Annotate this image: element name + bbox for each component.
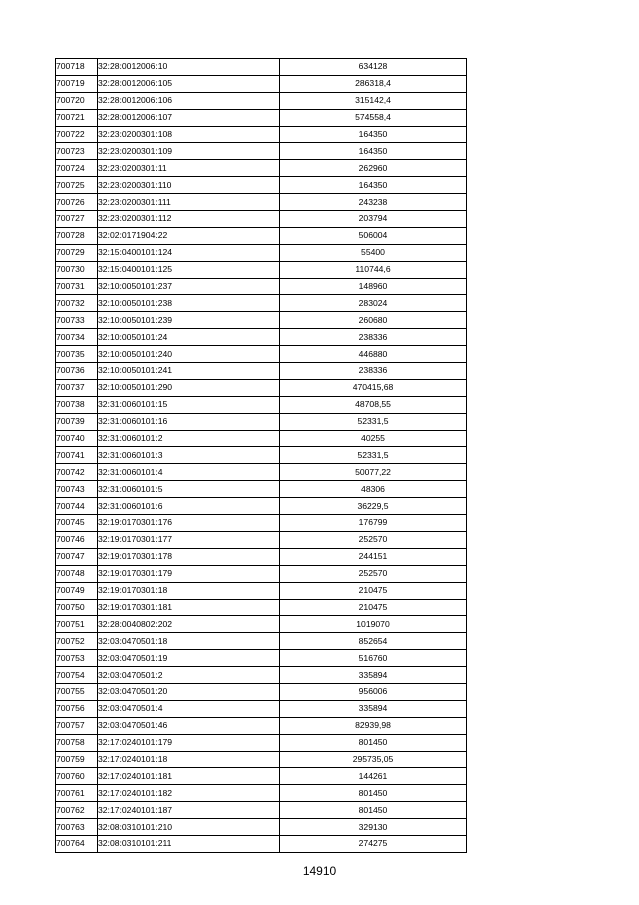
row-id-cell: 700763 bbox=[56, 819, 98, 836]
row-id-cell: 700758 bbox=[56, 734, 98, 751]
value-cell: 36229,5 bbox=[280, 498, 467, 515]
table-row bbox=[56, 616, 467, 633]
cadastral-number-cell: 32:15:0400101:124 bbox=[98, 244, 280, 261]
row-id-cell: 700743 bbox=[56, 481, 98, 498]
table-row bbox=[56, 531, 467, 548]
value-cell: 634128 bbox=[280, 59, 467, 76]
row-id-cell: 700749 bbox=[56, 582, 98, 599]
cadastral-number-cell: 32:31:0060101:16 bbox=[98, 413, 280, 430]
cadastral-number-cell: 32:28:0040802:202 bbox=[98, 616, 280, 633]
value-cell: 801450 bbox=[280, 802, 467, 819]
value-cell: 329130 bbox=[280, 819, 467, 836]
table-row bbox=[56, 363, 467, 380]
value-cell: 203794 bbox=[280, 211, 467, 228]
table-row bbox=[56, 194, 467, 211]
table-row bbox=[56, 346, 467, 363]
value-cell: 164350 bbox=[280, 177, 467, 194]
value-cell: 1019070 bbox=[280, 616, 467, 633]
table-row bbox=[56, 177, 467, 194]
row-id-cell: 700722 bbox=[56, 126, 98, 143]
value-cell: 252570 bbox=[280, 531, 467, 548]
table-row bbox=[56, 75, 467, 92]
row-id-cell: 700741 bbox=[56, 447, 98, 464]
value-cell: 260680 bbox=[280, 312, 467, 329]
row-id-cell: 700742 bbox=[56, 464, 98, 481]
row-id-cell: 700726 bbox=[56, 194, 98, 211]
table-row bbox=[56, 464, 467, 481]
cadastral-number-cell: 32:23:0200301:11 bbox=[98, 160, 280, 177]
table-row bbox=[56, 768, 467, 785]
value-cell: 295735,05 bbox=[280, 751, 467, 768]
row-id-cell: 700761 bbox=[56, 785, 98, 802]
row-id-cell: 700748 bbox=[56, 565, 98, 582]
value-cell: 852654 bbox=[280, 633, 467, 650]
cadastral-number-cell: 32:08:0310101:210 bbox=[98, 819, 280, 836]
row-id-cell: 700721 bbox=[56, 109, 98, 126]
value-cell: 210475 bbox=[280, 599, 467, 616]
cadastral-number-cell: 32:31:0060101:4 bbox=[98, 464, 280, 481]
table-row bbox=[56, 244, 467, 261]
table-row bbox=[56, 650, 467, 667]
cadastral-number-cell: 32:17:0240101:187 bbox=[98, 802, 280, 819]
cadastral-number-cell: 32:03:0470501:4 bbox=[98, 700, 280, 717]
table-row bbox=[56, 143, 467, 160]
cadastral-number-cell: 32:17:0240101:182 bbox=[98, 785, 280, 802]
row-id-cell: 700725 bbox=[56, 177, 98, 194]
table-row bbox=[56, 515, 467, 532]
row-id-cell: 700755 bbox=[56, 683, 98, 700]
table-row bbox=[56, 59, 467, 76]
table-row bbox=[56, 261, 467, 278]
row-id-cell: 700745 bbox=[56, 515, 98, 532]
row-id-cell: 700750 bbox=[56, 599, 98, 616]
cadastral-number-cell: 32:28:0012006:105 bbox=[98, 75, 280, 92]
value-cell: 52331,5 bbox=[280, 447, 467, 464]
table-row bbox=[56, 667, 467, 684]
cadastral-number-cell: 32:17:0240101:181 bbox=[98, 768, 280, 785]
cadastral-number-cell: 32:23:0200301:109 bbox=[98, 143, 280, 160]
page-number: 14910 bbox=[302, 864, 337, 878]
row-id-cell: 700756 bbox=[56, 700, 98, 717]
table-row bbox=[56, 582, 467, 599]
row-id-cell: 700727 bbox=[56, 211, 98, 228]
cadastral-number-cell: 32:28:0012006:106 bbox=[98, 92, 280, 109]
cadastral-number-cell: 32:23:0200301:108 bbox=[98, 126, 280, 143]
value-cell: 801450 bbox=[280, 734, 467, 751]
table-row bbox=[56, 683, 467, 700]
value-cell: 262960 bbox=[280, 160, 467, 177]
row-id-cell: 700744 bbox=[56, 498, 98, 515]
value-cell: 144261 bbox=[280, 768, 467, 785]
row-id-cell: 700719 bbox=[56, 75, 98, 92]
value-cell: 506004 bbox=[280, 227, 467, 244]
value-cell: 470415,68 bbox=[280, 379, 467, 396]
row-id-cell: 700734 bbox=[56, 329, 98, 346]
table-row bbox=[56, 447, 467, 464]
row-id-cell: 700731 bbox=[56, 278, 98, 295]
cadastral-number-cell: 32:31:0060101:5 bbox=[98, 481, 280, 498]
value-cell: 274275 bbox=[280, 835, 467, 852]
value-cell: 243238 bbox=[280, 194, 467, 211]
cadastral-number-cell: 32:23:0200301:110 bbox=[98, 177, 280, 194]
row-id-cell: 700735 bbox=[56, 346, 98, 363]
row-id-cell: 700759 bbox=[56, 751, 98, 768]
table-body bbox=[56, 59, 467, 853]
cadastral-number-cell: 32:10:0050101:241 bbox=[98, 363, 280, 380]
value-cell: 52331,5 bbox=[280, 413, 467, 430]
table-row bbox=[56, 717, 467, 734]
cadastral-number-cell: 32:23:0200301:112 bbox=[98, 211, 280, 228]
value-cell: 446880 bbox=[280, 346, 467, 363]
row-id-cell: 700764 bbox=[56, 835, 98, 852]
value-cell: 55400 bbox=[280, 244, 467, 261]
cadastral-number-cell: 32:15:0400101:125 bbox=[98, 261, 280, 278]
cadastral-number-cell: 32:02:0171904:22 bbox=[98, 227, 280, 244]
row-id-cell: 700738 bbox=[56, 396, 98, 413]
row-id-cell: 700720 bbox=[56, 92, 98, 109]
row-id-cell: 700740 bbox=[56, 430, 98, 447]
table-row bbox=[56, 430, 467, 447]
row-id-cell: 700730 bbox=[56, 261, 98, 278]
row-id-cell: 700751 bbox=[56, 616, 98, 633]
table-row bbox=[56, 160, 467, 177]
row-id-cell: 700724 bbox=[56, 160, 98, 177]
table-row bbox=[56, 498, 467, 515]
table-row bbox=[56, 396, 467, 413]
row-id-cell: 700718 bbox=[56, 59, 98, 76]
cadastral-number-cell: 32:03:0470501:19 bbox=[98, 650, 280, 667]
table-row bbox=[56, 734, 467, 751]
cadastral-number-cell: 32:19:0170301:178 bbox=[98, 548, 280, 565]
cadastral-number-cell: 32:10:0050101:290 bbox=[98, 379, 280, 396]
value-cell: 244151 bbox=[280, 548, 467, 565]
table-row bbox=[56, 109, 467, 126]
row-id-cell: 700736 bbox=[56, 363, 98, 380]
table-row bbox=[56, 481, 467, 498]
value-cell: 164350 bbox=[280, 126, 467, 143]
row-id-cell: 700757 bbox=[56, 717, 98, 734]
row-id-cell: 700746 bbox=[56, 531, 98, 548]
cadastral-number-cell: 32:19:0170301:176 bbox=[98, 515, 280, 532]
cadastral-number-cell: 32:28:0012006:107 bbox=[98, 109, 280, 126]
value-cell: 315142,4 bbox=[280, 92, 467, 109]
value-cell: 48708,55 bbox=[280, 396, 467, 413]
cadastral-number-cell: 32:19:0170301:181 bbox=[98, 599, 280, 616]
value-cell: 82939,98 bbox=[280, 717, 467, 734]
table-row bbox=[56, 835, 467, 852]
value-cell: 574558,4 bbox=[280, 109, 467, 126]
table-row bbox=[56, 92, 467, 109]
cadastral-number-cell: 32:03:0470501:46 bbox=[98, 717, 280, 734]
cadastral-number-cell: 32:19:0170301:18 bbox=[98, 582, 280, 599]
cadastral-number-cell: 32:03:0470501:18 bbox=[98, 633, 280, 650]
value-cell: 801450 bbox=[280, 785, 467, 802]
table-row bbox=[56, 802, 467, 819]
table-row bbox=[56, 819, 467, 836]
cadastral-number-cell: 32:03:0470501:20 bbox=[98, 683, 280, 700]
row-id-cell: 700752 bbox=[56, 633, 98, 650]
value-cell: 335894 bbox=[280, 667, 467, 684]
value-cell: 956006 bbox=[280, 683, 467, 700]
table-row bbox=[56, 312, 467, 329]
table-row bbox=[56, 548, 467, 565]
cadastral-number-cell: 32:10:0050101:238 bbox=[98, 295, 280, 312]
table-row bbox=[56, 785, 467, 802]
cadastral-number-cell: 32:10:0050101:237 bbox=[98, 278, 280, 295]
cadastral-number-cell: 32:28:0012006:10 bbox=[98, 59, 280, 76]
row-id-cell: 700729 bbox=[56, 244, 98, 261]
value-cell: 176799 bbox=[280, 515, 467, 532]
row-id-cell: 700760 bbox=[56, 768, 98, 785]
cadastral-number-cell: 32:31:0060101:15 bbox=[98, 396, 280, 413]
table-row bbox=[56, 700, 467, 717]
cadastral-number-cell: 32:23:0200301:111 bbox=[98, 194, 280, 211]
row-id-cell: 700762 bbox=[56, 802, 98, 819]
cadastral-number-cell: 32:31:0060101:3 bbox=[98, 447, 280, 464]
row-id-cell: 700728 bbox=[56, 227, 98, 244]
row-id-cell: 700739 bbox=[56, 413, 98, 430]
cadastral-number-cell: 32:19:0170301:179 bbox=[98, 565, 280, 582]
row-id-cell: 700747 bbox=[56, 548, 98, 565]
cadastral-number-cell: 32:03:0470501:2 bbox=[98, 667, 280, 684]
cadastral-number-cell: 32:10:0050101:239 bbox=[98, 312, 280, 329]
value-cell: 238336 bbox=[280, 329, 467, 346]
table-row bbox=[56, 278, 467, 295]
cadastral-number-cell: 32:17:0240101:179 bbox=[98, 734, 280, 751]
value-cell: 210475 bbox=[280, 582, 467, 599]
table-row bbox=[56, 329, 467, 346]
table-row bbox=[56, 633, 467, 650]
table-row bbox=[56, 126, 467, 143]
value-cell: 148960 bbox=[280, 278, 467, 295]
table-row bbox=[56, 751, 467, 768]
table-row bbox=[56, 565, 467, 582]
row-id-cell: 700754 bbox=[56, 667, 98, 684]
value-cell: 252570 bbox=[280, 565, 467, 582]
cadastral-number-cell: 32:17:0240101:18 bbox=[98, 751, 280, 768]
value-cell: 40255 bbox=[280, 430, 467, 447]
cadastral-number-cell: 32:10:0050101:24 bbox=[98, 329, 280, 346]
row-id-cell: 700733 bbox=[56, 312, 98, 329]
cadastral-number-cell: 32:31:0060101:2 bbox=[98, 430, 280, 447]
cadastral-number-cell: 32:31:0060101:6 bbox=[98, 498, 280, 515]
row-id-cell: 700737 bbox=[56, 379, 98, 396]
table-row bbox=[56, 227, 467, 244]
cadastral-number-cell: 32:10:0050101:240 bbox=[98, 346, 280, 363]
value-cell: 283024 bbox=[280, 295, 467, 312]
table-row bbox=[56, 413, 467, 430]
value-cell: 50077,22 bbox=[280, 464, 467, 481]
value-cell: 286318,4 bbox=[280, 75, 467, 92]
cadastral-value-table bbox=[55, 58, 467, 853]
cadastral-number-cell: 32:08:0310101:211 bbox=[98, 835, 280, 852]
value-cell: 164350 bbox=[280, 143, 467, 160]
row-id-cell: 700732 bbox=[56, 295, 98, 312]
table-row bbox=[56, 379, 467, 396]
cadastral-number-cell: 32:19:0170301:177 bbox=[98, 531, 280, 548]
table-row bbox=[56, 599, 467, 616]
value-cell: 516760 bbox=[280, 650, 467, 667]
row-id-cell: 700753 bbox=[56, 650, 98, 667]
table-row bbox=[56, 211, 467, 228]
table-row bbox=[56, 295, 467, 312]
value-cell: 48306 bbox=[280, 481, 467, 498]
value-cell: 110744,6 bbox=[280, 261, 467, 278]
row-id-cell: 700723 bbox=[56, 143, 98, 160]
value-cell: 238336 bbox=[280, 363, 467, 380]
value-cell: 335894 bbox=[280, 700, 467, 717]
